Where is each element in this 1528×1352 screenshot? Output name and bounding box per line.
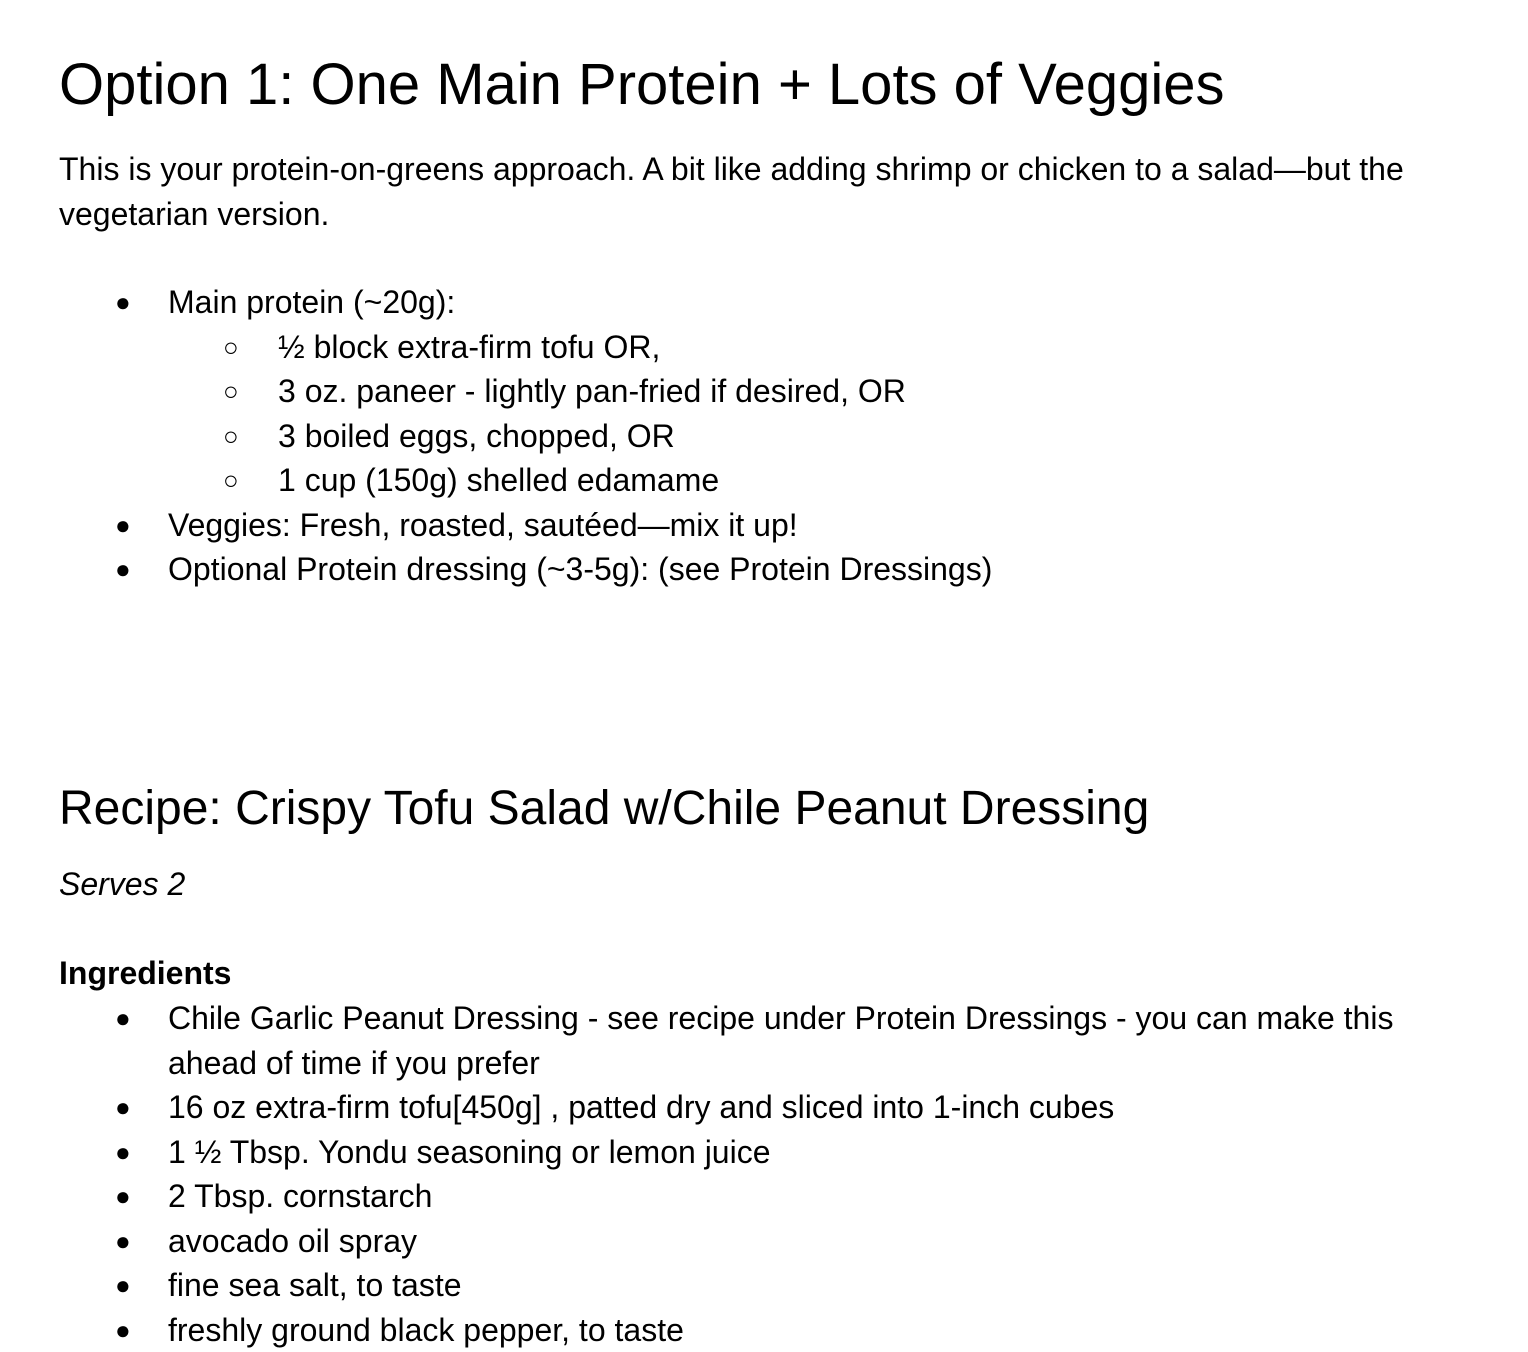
list-item-text: Optional Protein dressing (~3-5g): (see Protein Dressings) <box>168 551 992 587</box>
protein-options-list <box>59 325 906 503</box>
list-item <box>59 280 455 325</box>
list-item-text: Veggies: Fresh, roasted, sautéed—mix it up! <box>168 507 798 543</box>
list-item <box>59 369 906 414</box>
extras-list <box>59 503 992 592</box>
bullet-icon: ● <box>115 1130 131 1175</box>
list-item-text: 3 oz. paneer - lightly pan-fried if desired, OR <box>278 373 906 409</box>
list-item-text: 16 oz extra-firm tofu[450g] , patted dry and sliced into 1-inch cubes <box>168 1089 1114 1125</box>
bullet-icon: ● <box>115 1219 131 1264</box>
list-item <box>59 996 1468 1085</box>
list-item <box>59 1174 1468 1219</box>
bullet-icon: ● <box>115 503 131 548</box>
list-item <box>59 1263 1468 1308</box>
ingredients-heading: Ingredients <box>59 951 231 995</box>
circle-bullet-icon: ○ <box>223 369 239 414</box>
list-item <box>59 1308 1468 1352</box>
bullet-icon: ● <box>115 547 131 592</box>
circle-bullet-icon: ○ <box>223 458 239 503</box>
list-item-text: Chile Garlic Peanut Dressing - see recipe under Protein Dressings - you can make this ahead of time if you prefer <box>168 1000 1393 1081</box>
bullet-icon: ● <box>115 280 131 325</box>
list-item <box>59 547 992 592</box>
list-item-text: 2 Tbsp. cornstarch <box>168 1178 432 1214</box>
list-item <box>59 325 906 370</box>
list-item <box>59 414 906 459</box>
bullet-icon: ● <box>115 996 131 1041</box>
list-item-text: freshly ground black pepper, to taste <box>168 1312 684 1348</box>
list-item-text: avocado oil spray <box>168 1223 417 1259</box>
list-item <box>59 503 992 548</box>
recipe-title: Recipe: Crispy Tofu Salad w/Chile Peanut Dressing <box>59 776 1149 842</box>
bullet-icon: ● <box>115 1085 131 1130</box>
circle-bullet-icon: ○ <box>223 325 239 370</box>
list-item-text: 1 cup (150g) shelled edamame <box>278 462 719 498</box>
bullet-icon: ● <box>115 1174 131 1219</box>
list-item <box>59 1219 1468 1264</box>
intro-paragraph: This is your protein-on-greens approach. A bit like adding shrimp or chicken to a salad—but the vegetarian version. <box>59 147 1499 236</box>
bullet-icon: ● <box>115 1263 131 1308</box>
list-item-text: Main protein (~20g): <box>168 284 455 320</box>
serves-text: Serves 2 <box>59 862 185 906</box>
bullet-icon: ● <box>115 1308 131 1352</box>
circle-bullet-icon: ○ <box>223 414 239 459</box>
list-item <box>59 1130 1468 1175</box>
list-item-text: 1 ½ Tbsp. Yondu seasoning or lemon juice <box>168 1134 771 1170</box>
list-item-text: fine sea salt, to taste <box>168 1267 462 1303</box>
section-title: Option 1: One Main Protein + Lots of Veggies <box>59 50 1225 120</box>
protein-list <box>59 280 455 325</box>
list-item <box>59 458 906 503</box>
list-item <box>59 1085 1468 1130</box>
ingredients-list <box>59 996 1468 1352</box>
list-item-text: ½ block extra-firm tofu OR, <box>278 329 660 365</box>
list-item-text: 3 boiled eggs, chopped, OR <box>278 418 675 454</box>
